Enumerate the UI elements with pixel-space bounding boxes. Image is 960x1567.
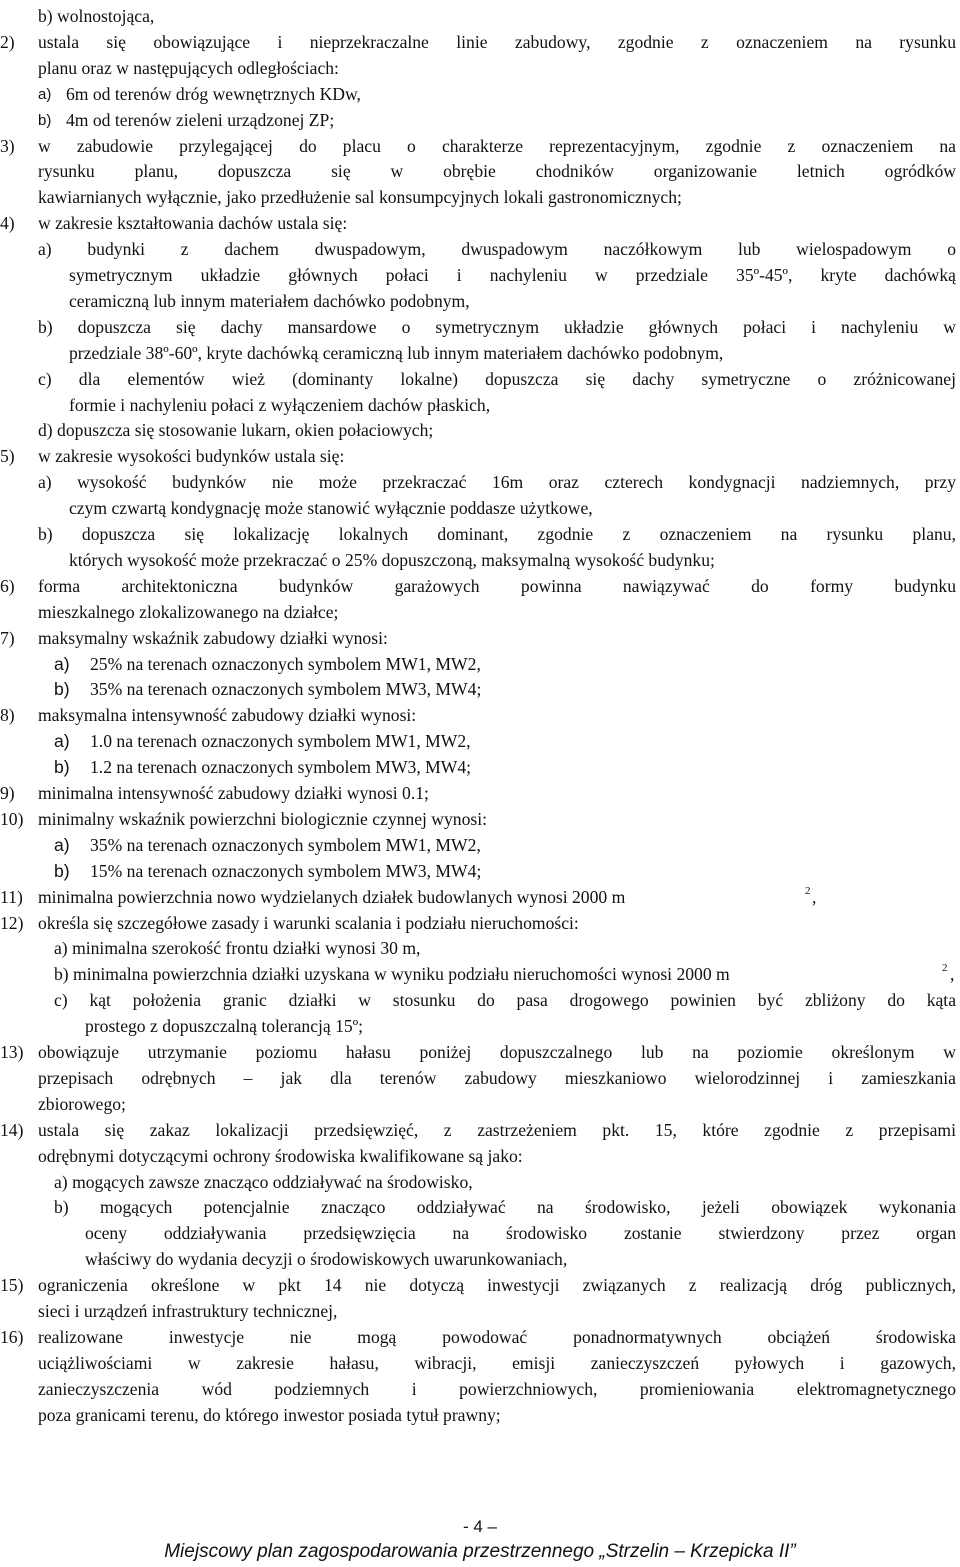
text-fragment: ceramiczną lub innym materiałem dachówko podobnym,	[69, 290, 470, 311]
list-number: 3)	[0, 135, 15, 156]
text-line	[0, 755, 960, 781]
text-line	[0, 418, 960, 444]
list-number: 5)	[0, 446, 15, 467]
text-fragment: b) wolnostojąca,	[38, 6, 155, 26]
text-line	[0, 1144, 960, 1170]
page-number: - 4 –	[462, 1517, 498, 1536]
text-fragment: a) wysokość budynków nie może przekraczać 16m oraz czterech kondygnacji nadziemnych, przy	[38, 472, 956, 493]
list-letter: b)	[38, 111, 52, 129]
text-line	[0, 1118, 960, 1144]
text-line	[0, 988, 960, 1014]
text-line	[0, 1403, 960, 1429]
text-line	[0, 962, 960, 988]
text-fragment: 1.2 na terenach oznaczonych symbolem MW3, MW4;	[90, 757, 472, 778]
text-fragment: w zabudowie przylegającej do placu o charakterze reprezentacyjnym, zgodnie z oznaczeniem na	[38, 135, 956, 156]
text-line	[0, 1170, 960, 1196]
list-number: 9)	[0, 783, 15, 803]
list-number: 6)	[0, 575, 15, 596]
text-fragment: kawiarnianych wyłącznie, jako przedłużenie sal konsumpcyjnych lokali gastronomicznych;	[38, 187, 682, 208]
text-fragment: właściwy do wydania decyzji o środowiskowych uwarunkowaniach,	[85, 1249, 568, 1270]
list-number: 10)	[0, 808, 24, 829]
text-fragment: a) budynki z dachem dwuspadowym, dwuspadowym naczółkowym lub wielospadowym o	[38, 239, 956, 260]
list-number: 8)	[0, 705, 15, 726]
list-number: 12)	[0, 912, 24, 933]
text-fragment: ustala się zakaz lokalizacji przedsięwzięć, z zastrzeżeniem pkt. 15, które zgodnie z przepisami	[38, 1119, 956, 1140]
text-fragment: realizowane inwestycje nie mogą powodować ponadnormatywnych obciążeń środowiska	[38, 1326, 956, 1347]
text-line	[0, 1247, 960, 1273]
superscript: 2	[805, 884, 811, 897]
text-fragment: w zakresie wysokości budynków ustala się:	[38, 446, 345, 467]
text-fragment: mieszkalnego zlokalizowanego na działce;	[38, 601, 339, 622]
text-line	[0, 1014, 960, 1040]
text-line	[0, 289, 960, 315]
text-fragment: symetrycznym układzie głównych połaci i nachyleniu w przedziale 35º-45º, kryte dachówką	[69, 265, 956, 285]
text-line	[0, 652, 960, 678]
text-fragment: formie i nachyleniu połaci z wyłączeniem dachów płaskich,	[69, 394, 491, 415]
text-line	[0, 185, 960, 211]
text-line	[0, 885, 960, 911]
text-fragment: 35% na terenach oznaczonych symbolem MW1, MW2,	[90, 834, 481, 855]
text-line	[0, 1351, 960, 1377]
text-fragment: 35% na terenach oznaczonych symbolem MW3, MW4;	[90, 679, 482, 700]
text-fragment: ograniczenia określone w pkt 14 nie dotyczą inwestycji związanych z realizacją dróg publicznych,	[38, 1275, 956, 1296]
text-line	[0, 626, 960, 652]
text-fragment: planu oraz w następujących odległościach:	[38, 57, 339, 78]
text-fragment: minimalna powierzchnia nowo wydzielanych działek budowlanych wynosi 2000 m	[38, 886, 626, 907]
list-letter: b)	[54, 757, 70, 778]
text-fragment: zanieczyszczenia wód podziemnych i powierzchniowych, promieniowania elektromagnetycznego	[38, 1378, 956, 1399]
text-fragment: zbiorowego;	[38, 1093, 126, 1114]
list-letter: a)	[38, 85, 52, 103]
text-line	[0, 82, 960, 108]
text-line	[0, 367, 960, 393]
text-line	[0, 807, 960, 833]
text-line	[0, 159, 960, 185]
text-line	[0, 470, 960, 496]
text-line	[0, 263, 960, 289]
list-letter: a)	[54, 653, 70, 674]
text-fragment: maksymalna intensywność zabudowy działki wynosi:	[38, 705, 417, 726]
text-line	[0, 134, 960, 160]
text-line	[0, 911, 960, 937]
text-line	[0, 1299, 960, 1325]
text-fragment: czym czwartą kondygnację może stanowić wyłącznie poddasze użytkowe,	[69, 498, 593, 519]
text-fragment: c) dla elementów wież (dominanty lokalne) dopuszcza się dachy symetryczne o zróżnicowanej	[38, 368, 956, 389]
text-line	[0, 1040, 960, 1066]
text-fragment: określa się szczegółowe zasady i warunki scalania i podziału nieruchomości:	[38, 912, 579, 933]
footer-document-title: Miejscowy plan zagospodarowania przestrzennego „Strzelin – Krzepicka II”	[164, 1541, 796, 1562]
text-line	[0, 1195, 960, 1221]
list-number: 16)	[0, 1326, 24, 1347]
text-fragment: b) minimalna powierzchnia działki uzyskana w wyniku podziału nieruchomości wynosi 2000 m	[54, 964, 730, 985]
page-footer	[0, 1517, 960, 1563]
text-fragment: oceny oddziaływania przedsięwzięcia na środowisko zostanie stwierdzony przez organ	[85, 1223, 956, 1244]
superscript: 2	[942, 962, 948, 975]
text-fragment: 25% na terenach oznaczonych symbolem MW1, MW2,	[90, 653, 481, 674]
text-fragment: 6m od terenów dróg wewnętrznych KDw,	[66, 83, 361, 104]
text-line	[0, 600, 960, 626]
text-line	[0, 703, 960, 729]
text-fragment: przedziale 38º-60º, kryte dachówką ceramiczną lub innym materiałem dachówko podobnym,	[69, 342, 724, 363]
text-fragment: b) dopuszcza się lokalizację lokalnych dominant, zgodnie z oznaczeniem na rysunku planu,	[38, 524, 956, 544]
text-line	[0, 393, 960, 419]
text-fragment: maksymalny wskaźnik zabudowy działki wynosi:	[38, 627, 388, 648]
text-line	[0, 781, 960, 807]
text-line	[0, 729, 960, 755]
text-line	[0, 237, 960, 263]
text-fragment: obowiązuje utrzymanie poziomu hałasu poniżej dopuszczalnego lub na poziomie określonym w	[38, 1042, 956, 1062]
list-number: 15)	[0, 1275, 24, 1296]
list-letter: b)	[54, 679, 70, 700]
text-line	[0, 1273, 960, 1299]
text-line	[0, 1066, 960, 1092]
text-line	[0, 522, 960, 548]
text-line	[0, 496, 960, 522]
text-line	[0, 108, 960, 134]
text-fragment: b) dopuszcza się dachy mansardowe o symetrycznym układzie głównych połaci i nachyleniu w	[38, 316, 956, 337]
list-number: 14)	[0, 1119, 24, 1140]
list-number: 13)	[0, 1042, 24, 1062]
text-line	[0, 833, 960, 859]
text-fragment: poza granicami terenu, do którego inwestor posiada tytuł prawny;	[38, 1404, 501, 1425]
list-number: 2)	[0, 31, 15, 52]
text-fragment: przepisach odrębnych – jak dla terenów zabudowy mieszkaniowo wielorodzinnej i zamieszkania	[38, 1067, 956, 1088]
list-number: 11)	[0, 886, 23, 907]
text-fragment: ,	[950, 964, 955, 985]
text-fragment: a) minimalna szerokość frontu działki wynosi 30 m,	[54, 938, 421, 959]
text-line	[0, 4, 960, 30]
text-fragment: minimalna intensywność zabudowy działki wynosi 0.1;	[38, 783, 429, 803]
list-letter: b)	[54, 860, 70, 881]
text-line	[0, 936, 960, 962]
text-fragment: których wysokość może przekraczać o 25% dopuszczoną, maksymalną wysokość budynku;	[69, 549, 715, 570]
text-fragment: w zakresie kształtowania dachów ustala się:	[38, 213, 348, 234]
text-fragment: odrębnymi dotyczącymi ochrony środowiska kwalifikowane są jako:	[38, 1145, 523, 1166]
text-fragment: b) mogących potencjalnie znacząco oddziaływać na środowisko, jeżeli obowiązek wykonania	[54, 1197, 956, 1218]
text-line	[0, 56, 960, 82]
text-fragment: c) kąt położenia granic działki w stosunku do pasa drogowego powinien być zbliżony do kąta	[54, 990, 956, 1011]
list-number: 7)	[0, 627, 15, 648]
text-line	[0, 30, 960, 56]
text-fragment: prostego z dopuszczalną tolerancją 15º;	[85, 1016, 364, 1037]
text-fragment: uciążliwościami w zakresie hałasu, wibracji, emisji zanieczyszczeń pyłowych i gazowych,	[38, 1352, 956, 1373]
text-line	[0, 859, 960, 885]
list-letter: a)	[54, 731, 70, 752]
list-number: 4)	[0, 213, 15, 234]
text-line	[0, 574, 960, 600]
text-fragment: forma architektoniczna budynków garażowych powinna nawiązywać do formy budynku	[38, 575, 956, 596]
text-fragment: ,	[812, 886, 817, 907]
text-fragment: ustala się obowiązujące i nieprzekraczalne linie zabudowy, zgodnie z oznaczeniem na rysunku	[38, 31, 956, 52]
text-line	[0, 1092, 960, 1118]
text-fragment: 1.0 na terenach oznaczonych symbolem MW1, MW2,	[90, 731, 471, 752]
text-line	[0, 677, 960, 703]
text-line	[0, 211, 960, 237]
text-fragment: 15% na terenach oznaczonych symbolem MW3, MW4;	[90, 860, 482, 881]
text-line	[0, 1221, 960, 1247]
text-fragment: sieci i urządzeń infrastruktury technicznej,	[38, 1301, 338, 1321]
text-fragment: a) mogących zawsze znacząco oddziaływać na środowisko,	[54, 1171, 473, 1192]
text-fragment: d) dopuszcza się stosowanie lukarn, okien połaciowych;	[38, 420, 434, 441]
text-fragment: rysunku planu, dopuszcza się w obrębie chodników organizowanie letnich ogródków	[38, 161, 956, 182]
text-line	[0, 1325, 960, 1351]
text-line	[0, 1377, 960, 1403]
text-line	[0, 444, 960, 470]
text-line	[0, 315, 960, 341]
text-fragment: minimalny wskaźnik powierzchni biologicznie czynnej wynosi:	[38, 808, 488, 829]
list-letter: a)	[54, 834, 70, 855]
text-fragment: 4m od terenów zieleni urządzonej ZP;	[66, 109, 335, 130]
text-line	[0, 548, 960, 574]
text-line	[0, 341, 960, 367]
